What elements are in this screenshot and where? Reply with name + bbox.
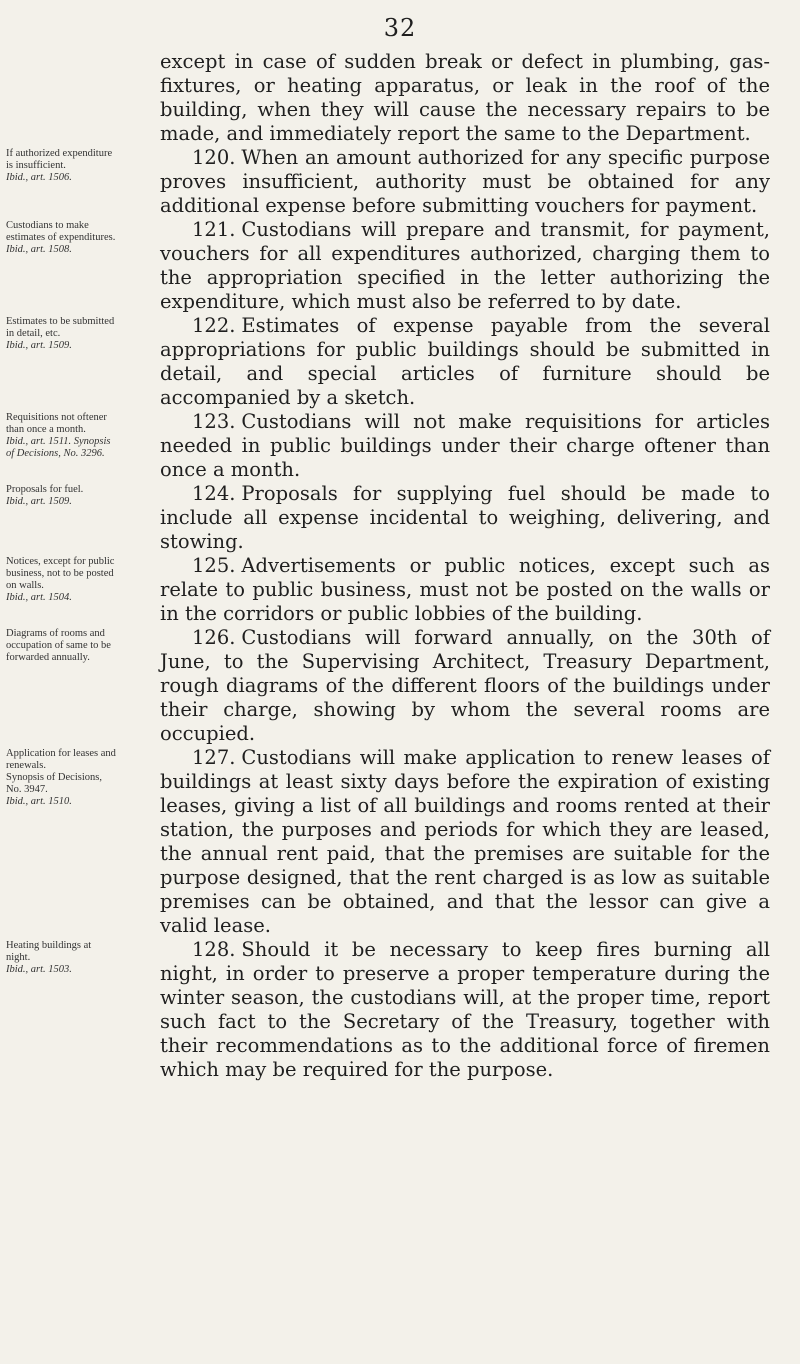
margin-note [6,628,116,664]
margin-note-title: Proposals for fuel. [6,484,84,495]
margin-note-synopsis: Synopsis of Decisions, No. 3947. [6,772,102,795]
paragraph-body [160,146,770,218]
margin-note [6,316,116,352]
paragraph-body [160,314,770,410]
paragraph-120 [0,146,800,218]
paragraph-text: Custodians will not make requisitions for articles needed in public buildings under their charge oftener than once a month. [160,410,770,481]
paragraph-body [160,554,770,626]
page-number: 32 [383,14,417,42]
margin-note [6,940,116,976]
paragraph-text: Custodians will prepare and transmit, for payment, vouchers for all expenditures authorized, charging them to the appropriation specified in the letter authorizing the expenditure, which must also be referred to by date. [160,218,770,313]
paragraph-127 [0,746,800,938]
paragraph-number: 120. [192,146,236,169]
paragraph-text: Should it be necessary to keep fires burning all night, in order to preserve a proper temperature during the winter season, the custodians will, at the proper time, report such fact to the Secretary of the Treasury, together with their recommendations as to the additional force of firemen which may be required for the purpose. [160,938,770,1081]
margin-note-citation: Ibid., art. 1509. [6,340,72,351]
paragraph-text: When an amount authorized for any specific purpose proves insufficient, authority must be obtained for any additional expense before submitting vouchers for payment. [160,146,770,217]
paragraph-body [160,938,770,1082]
paragraph-number: 126. [192,626,236,649]
margin-note-title: Diagrams of rooms and occupation of same to be forwarded annually. [6,628,111,663]
margin-note-citation: Ibid., art. 1509. [6,496,72,507]
paragraph-number: 121. [192,218,236,241]
paragraph-126 [0,626,800,746]
margin-note [6,148,116,184]
paragraph-body [160,218,770,314]
margin-note-title: Application for leases and renewals. [6,748,116,771]
margin-note-title: Requisitions not oftener than once a month. [6,412,107,435]
margin-note-title: Estimates to be submitted in detail, etc. [6,316,115,339]
margin-note-title: Heating buildings at night. [6,940,92,963]
paragraph-body [160,746,770,938]
paragraph-124 [0,482,800,554]
paragraph-number: 125. [192,554,236,577]
paragraph-128 [0,938,800,1082]
margin-note [6,484,116,508]
paragraph-text: Custodians will make application to renew leases of buildings at least sixty days before the expiration of existing leases, giving a list of all buildings and rooms rented at their station, the purposes and periods for which they are leased, the annual rent paid, that the premises are suitable for the purpose designed, that the rent charged is as low as suitable premises can be obtained, and that the lessor can give a valid lease. [160,746,770,937]
paragraph-body [160,626,770,746]
margin-note-citation: Ibid., art. 1503. [6,964,72,975]
margin-note-title: Notices, except for public business, not to be posted on walls. [6,556,115,591]
paragraph-text: Proposals for supplying fuel should be made to include all expense incidental to weighing, delivering, and stowing. [160,482,770,553]
paragraph-text: Estimates of expense payable from the several appropriations for public buildings should be submitted in detail, and special articles of furniture should be accompanied by a sketch. [160,314,770,409]
paragraph-121 [0,218,800,314]
paragraph-125 [0,554,800,626]
margin-note-citation: Ibid., art. 1506. [6,172,72,183]
margin-note-citation: Ibid., art. 1510. [6,796,72,807]
margin-note-citation: Ibid., art. 1504. [6,592,72,603]
paragraph-122 [0,314,800,410]
paragraph-continuation [0,50,800,146]
paragraph-body [160,482,770,554]
margin-note [6,412,116,460]
margin-note-citation: Ibid., art. 1508. [6,244,72,255]
paragraph-text: except in case of sudden break or defect in plumbing, gas-fixtures, or heating apparatus, or leak in the roof of the building, when they will cause the necessary repairs to be made, and immediately report the same to the Department. [160,50,770,145]
paragraph-number: 122. [192,314,236,337]
margin-note [6,748,116,808]
paragraph-number: 127. [192,746,236,769]
paragraph-number: 128. [192,938,236,961]
margin-note-citation: Ibid., art. 1511. Synopsis of Decisions, No. 3296. [6,436,111,459]
paragraph-text: Advertisements or public notices, except such as relate to public business, must not be posted on the walls or in the corridors or public lobbies of the building. [160,554,770,625]
margin-note-title: If authorized expenditure is insufficient. [6,148,113,171]
margin-note-title: Custodians to make estimates of expenditures. [6,220,116,243]
paragraph-text: Custodians will forward annually, on the 30th of June, to the Supervising Architect, Treasury Department, rough diagrams of the different floors of the buildings under their charge, showing by whom the several rooms are occupied. [160,626,770,745]
paragraph-number: 124. [192,482,236,505]
page-content [0,50,800,1082]
paragraph-number: 123. [192,410,236,433]
paragraph-body [160,410,770,482]
paragraph-123 [0,410,800,482]
margin-note [6,220,116,256]
margin-note [6,556,116,604]
